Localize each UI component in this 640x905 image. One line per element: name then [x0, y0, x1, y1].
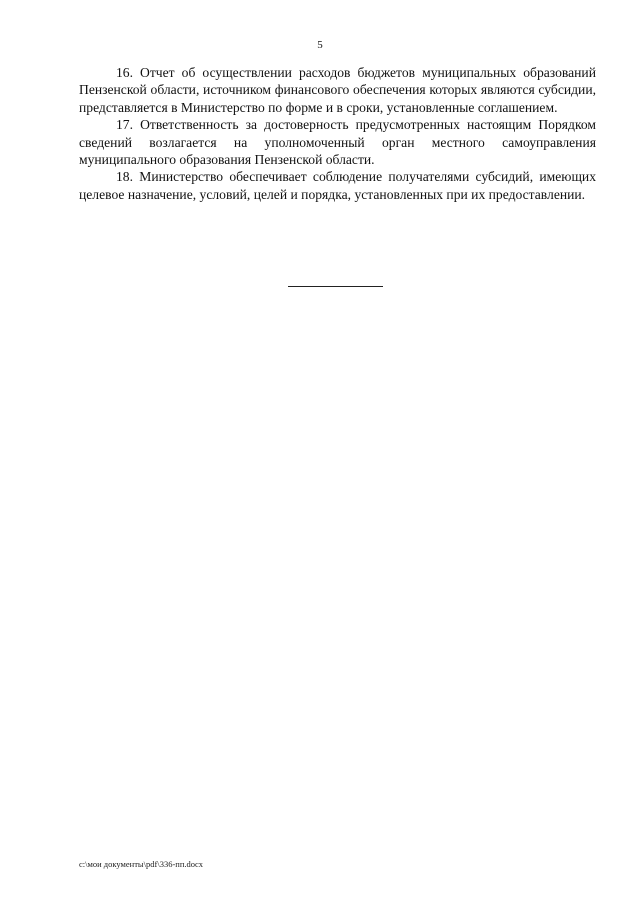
footer-file-path: c:\мои документы\pdf\336-пп.docx — [79, 859, 204, 869]
paragraph-17: 17. Ответственность за достоверность предусмотренных настоящим Порядком сведений возлагается на уполномоченный орган местного самоуправления муниципального образования Пензенской области. — [79, 117, 596, 168]
end-divider — [288, 286, 383, 287]
document-body — [79, 64, 596, 203]
paragraph-16: 16. Отчет об осуществлении расходов бюджетов муниципальных образований Пензенской области, источником финансового обеспечения которых являются субсидии, представляется в Министерство по форме и в сроки, установленные соглашением. — [79, 65, 596, 115]
page-number: 5 — [317, 39, 323, 51]
paragraph-18: 18. Министерство обеспечивает соблюдение получателями субсидий, имеющих целевое назначение, условий, целей и порядка, установленных при их предоставлении. — [79, 169, 596, 202]
